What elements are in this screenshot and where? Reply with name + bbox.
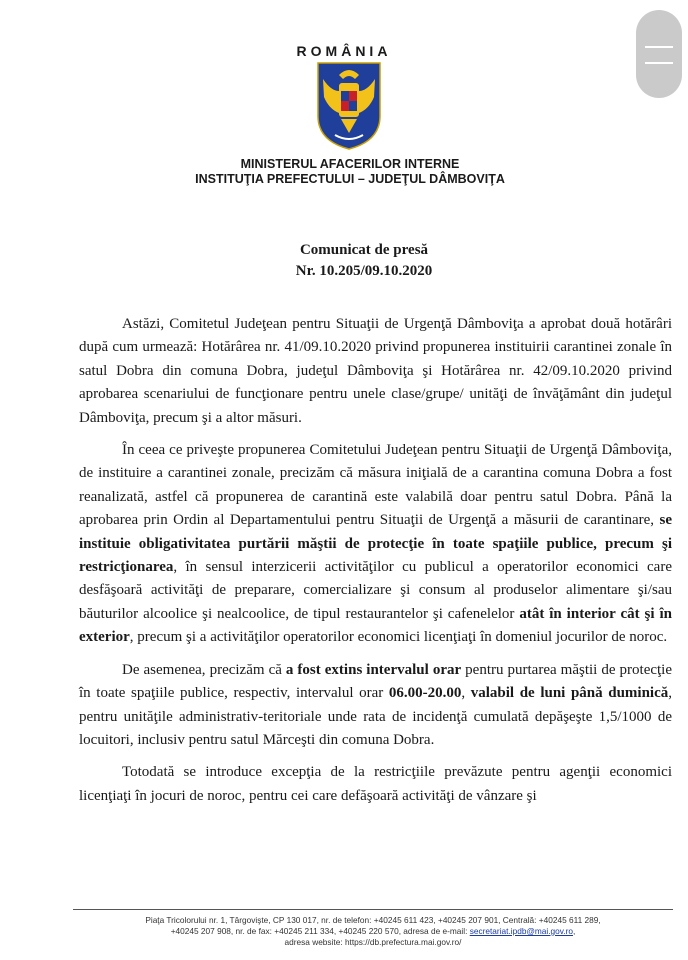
bold-span: atât în interior cât şi în exterior (79, 605, 672, 646)
text-span: , în sensul interzicerii activităţilor cu publicul a operatorilor economici care desfăşoară activităţi de preparare, comercializare şi consum al produselor alimentare şi/sau băuturilor alcoolice şi nealcoolice, de tipul restaurantelor şi cafenelelor (79, 559, 672, 622)
text-span: , (461, 685, 471, 702)
paragraph-3 (79, 659, 672, 753)
email-link[interactable]: secretariat.ipdb@mai.gov.ro (469, 926, 573, 936)
title-line-1: Comunicat de presă (299, 242, 429, 258)
paragraph-2 (79, 439, 672, 650)
title-line-2: Nr. 10.205/09.10.2020 (295, 263, 433, 279)
press-release-title (0, 240, 688, 282)
text-span: pentru purtarea măştii de protecţie în toate spaţiile publice, respectiv, intervalul orar (79, 661, 672, 702)
text-span: , pentru unităţile administrativ-teritoriale unde rata de incidenţă cumulată depăşeşte 1,5/1000 de locuitori, inclusiv pentru satul Mărceşti din comuna Dobra. (79, 685, 673, 748)
body-text (79, 313, 672, 817)
ministry-header (0, 157, 688, 187)
footer-line-1: Piaţa Tricolorului nr. 1, Târgovişte, CP 130 017, nr. de telefon: +40245 611 423, +40245 207 901, Centrală: +40245 611 289, (145, 915, 601, 925)
hamburger-menu-icon[interactable] (636, 10, 682, 98)
ministry-line-2: INSTITUŢIA PREFECTULUI – JUDEŢUL DÂMBOVIŢA (195, 172, 505, 186)
bold-span: valabil de luni până duminică (470, 685, 669, 702)
text-span: , precum şi a activităţilor operatorilor economici licenţiaţi în domeniul jocurilor de noroc. (129, 629, 668, 646)
paragraph-1: Astăzi, Comitetul Judeţean pentru Situaţii de Urgenţă Dâmboviţa a aprobat două hotărâri după cum urmează: Hotărârea nr. 41/09.10.2020 privind propunerea instituirii carantinei zonale în satul Dobra din comuna Dobra, judeţul Dâmboviţa şi Hotărârea nr. 42/09.10.2020 privind aprobarea scenariului de funcţionare pentru unele clase/grupe/ unităţi de învăţământ din judeţul Dâmboviţa, precum şi a altor măsuri. (79, 316, 672, 426)
text-span: În ceea ce priveşte propunerea Comitetului Judeţean pentru Situaţii de Urgenţă Dâmboviţa, de instituire a carantinei zonale, precizăm că măsura iniţială de a carantina comuna Dobra a fost reanalizată, astfel că propunerea de carantină este valabilă doar pentru satul Dobra. Până la aprobarea prin Ordin al Departamentului pentru Situaţii de Urgenţă a măsurii de carantinare, (79, 442, 672, 529)
footer-divider (73, 909, 673, 910)
bold-span: a fost extins intervalul orar (285, 661, 462, 678)
coat-of-arms-icon (315, 61, 383, 151)
footer-text: , (572, 926, 576, 936)
text-span: De asemenea, precizăm că (122, 661, 286, 678)
ministry-line-1: MINISTERUL AFACERILOR INTERNE (240, 157, 460, 171)
country-title: ROMÂNIA (296, 43, 392, 59)
paragraph-4: Totodată se introduce excepţia de la restricţiile prevăzute pentru agenţii economici licenţiaţi în jocuri de noroc, pentru cei care defăşoară activităţi de vânzare şi (79, 764, 672, 804)
bold-span: 06.00-20.00 (388, 685, 462, 702)
footer-line-2 (73, 926, 673, 937)
footer-contact (73, 915, 673, 948)
footer-line-3: adresa website: https://db.prefectura.mai.gov.ro/ (284, 937, 462, 947)
bold-span: se instituie obligativitatea purtării măştii de protecţie în toate spaţiile publice, precum şi restricţionarea (79, 512, 672, 576)
footer-text: +40245 207 908, nr. de fax: +40245 211 334, +40245 220 570, adresa de e-mail: (170, 926, 470, 936)
